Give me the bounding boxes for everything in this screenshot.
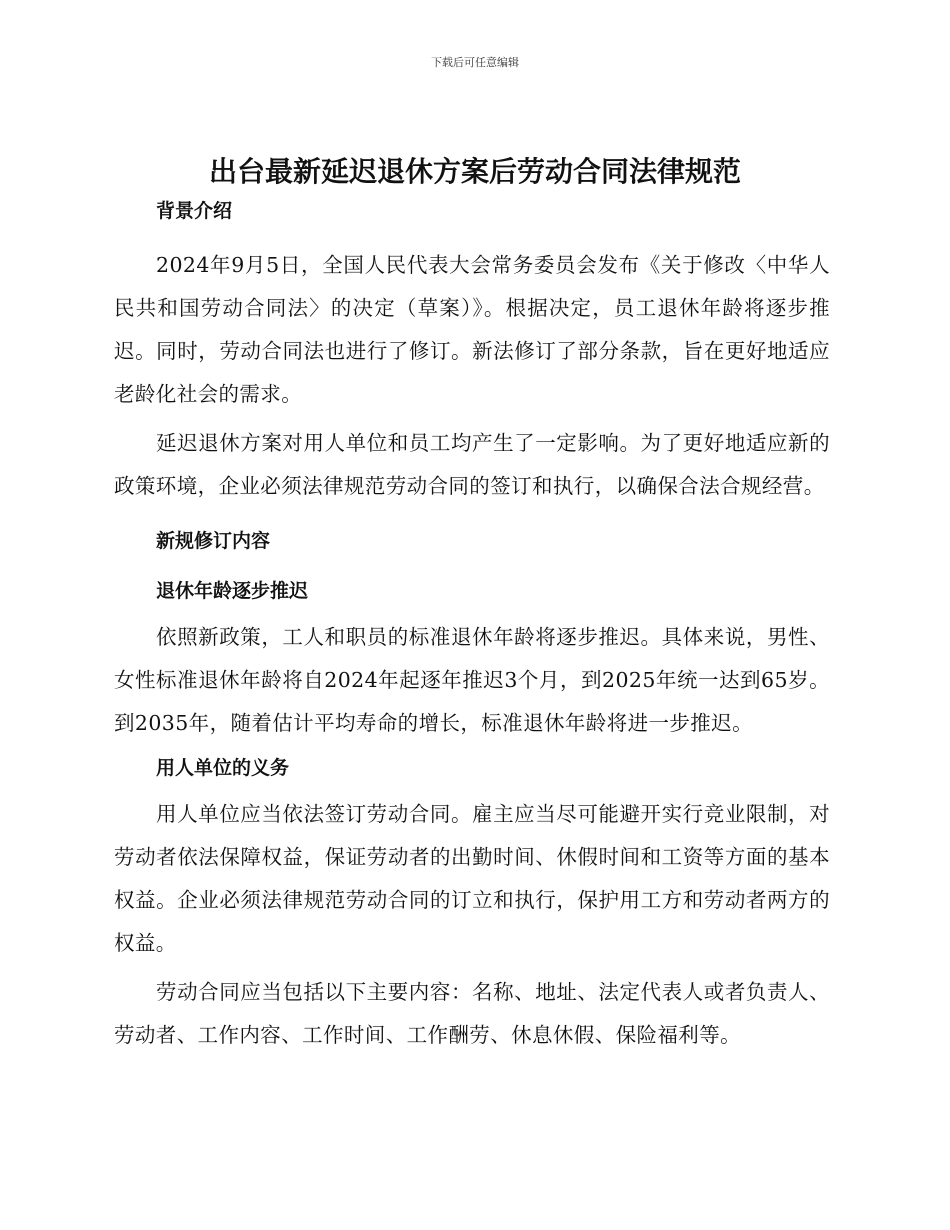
paragraph-background-2: 延迟退休方案对用人单位和员工均产生了一定影响。为了更好地适应新的政策环境，企业必须法律规范劳动合同的签订和执行，以确保合法合规经营。 (114, 431, 830, 498)
heading-employer-duties: 用人单位的义务 (156, 757, 290, 779)
paragraph-employer-duties-2: 劳动合同应当包括以下主要内容：名称、地址、法定代表人或者负责人、劳动者、工作内容、工作时间、工作酬劳、休息休假、保险福利等。 (114, 980, 830, 1047)
paragraph-retirement-age: 依照新政策，工人和职员的标准退休年龄将逐步推迟。具体来说，男性、女性标准退休年龄将自2024年起逐年推迟3个月，到2025年统一达到65岁。到2035年，随着估计平均寿命的增长，标准退休年龄将进一步推迟。 (114, 625, 830, 735)
document-body (114, 196, 830, 1057)
paragraph-employer-duties-1: 用人单位应当依法签订劳动合同。雇主应当尽可能避开实行竞业限制，对劳动者依法保障权益，保证劳动者的出勤时间、休假时间和工资等方面的基本权益。企业必须法律规范劳动合同的订立和执行，保护用工方和劳动者两方的权益。 (114, 802, 830, 955)
paragraph-background-1: 2024年9月5日，全国人民代表大会常务委员会发布《关于修改〈中华人民共和国劳动合同法〉的决定（草案）》。根据决定，员工退休年龄将逐步推迟。同时，劳动合同法也进行了修订。新法修订了部分条款，旨在更好地适应老龄化社会的需求。 (114, 253, 830, 406)
heading-background: 背景介绍 (156, 200, 233, 222)
heading-retirement-age: 退休年龄逐步推迟 (156, 580, 309, 602)
heading-revision: 新规修订内容 (156, 530, 271, 552)
document-title: 出台最新延迟退休方案后劳动合同法律规范 (208, 155, 741, 188)
header-note: 下载后可任意编辑 (431, 56, 519, 69)
